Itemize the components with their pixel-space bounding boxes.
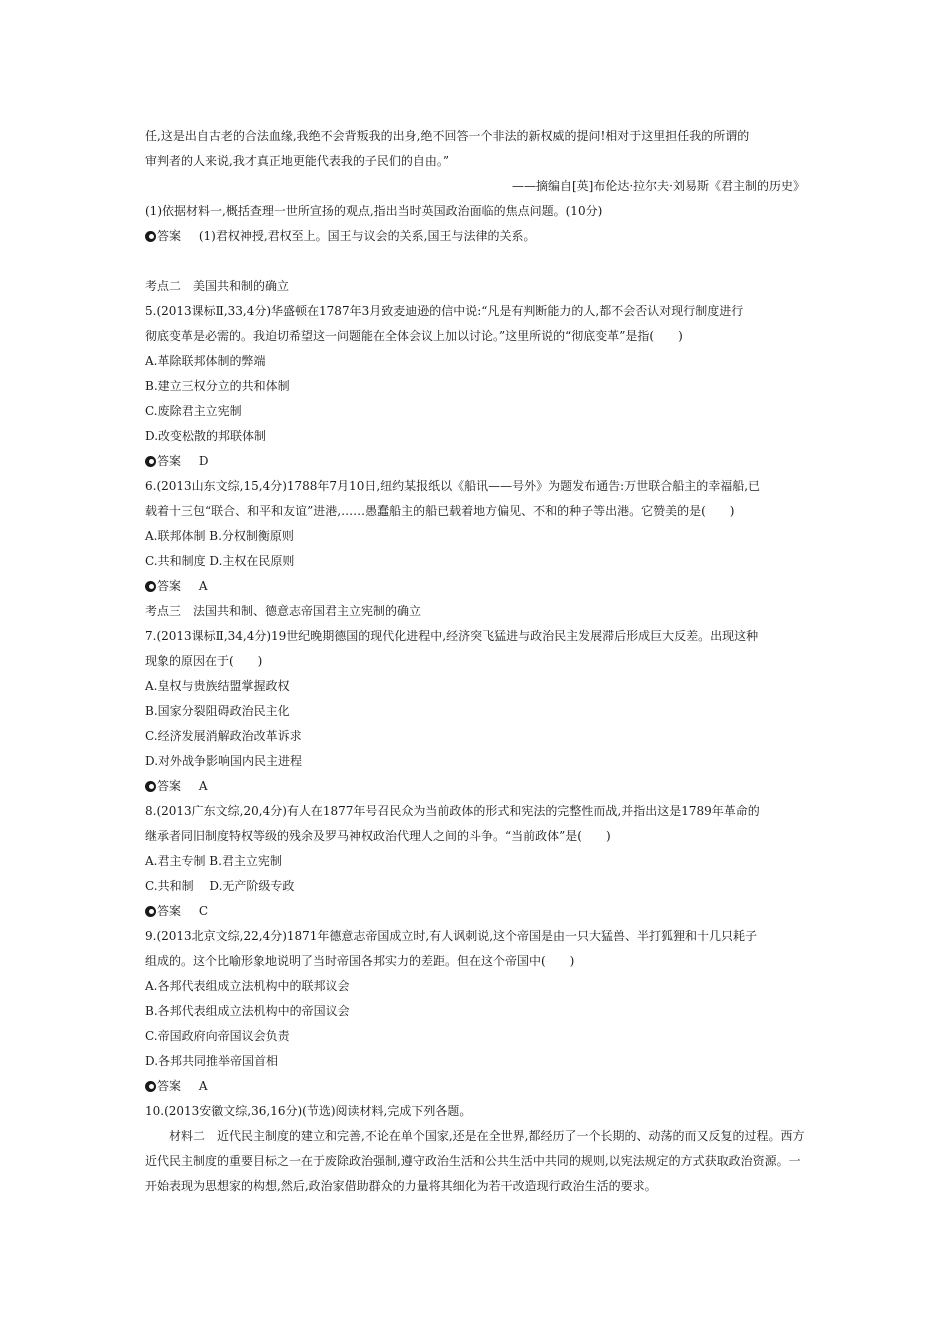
section-heading: 考点二 美国共和制的确立 [145, 279, 290, 293]
option: B.建立三权分立的共和体制 [145, 379, 290, 393]
answer-row [145, 224, 805, 249]
option: D.对外战争影响国内民主进程 [145, 754, 303, 768]
question-stem: 8.(2013广东文综,20,4分)有人在1877年号召民众为当前政体的形式和宪法的完整性而战,并指出这是1789年革命的 [145, 804, 760, 818]
answer-icon [145, 781, 156, 792]
answer-label: 答案 [157, 454, 182, 468]
answer-text: (1)君权神授,君权至上。国王与议会的关系,国王与法律的关系。 [198, 229, 536, 243]
answer-icon [145, 456, 156, 467]
answer-row [145, 1074, 805, 1099]
answer-label: 答案 [157, 779, 182, 793]
option: A.各邦代表组成立法机构中的联邦议会 [145, 979, 350, 993]
option: A.皇权与贵族结盟掌握政权 [145, 679, 290, 693]
answer-row [145, 449, 805, 474]
question-stem: 组成的。这个比喻形象地说明了当时帝国各邦实力的差距。但在这个帝国中( ) [145, 954, 575, 968]
answer-icon [145, 906, 156, 917]
option: A.君主专制 B.君主立宪制 [145, 854, 282, 868]
question-stem: 10.(2013安徽文综,36,16分)(节选)阅读材料,完成下列各题。 [145, 1104, 472, 1118]
question-stem: 彻底变革是必需的。我迫切希望这一问题能在全体会议上加以讨论。”这里所说的“彻底变革”是指( ) [145, 329, 683, 343]
option: B.国家分裂阻碍政治民主化 [145, 704, 290, 718]
document-page [145, 124, 805, 1199]
material-paragraph: 材料二 近代民主制度的建立和完善,不论在单个国家,还是在全世界,都经历了一个长期的、动荡的而又反复的过程。西方近代民主制度的重要目标之一在于废除政治强制,遵守政治生活和公共生活中共同的规则,以宪法规定的方式获取政治资源。一开始表现为思想家的构想,然后,政治家借助群众的力量将其细化为若干改造现行政治生活的要求。 [145, 1129, 805, 1193]
source-citation: ——摘编自[英]布伦达·拉尔夫·刘易斯《君主制的历史》 [512, 179, 805, 193]
option: C.经济发展消解政治改革诉求 [145, 729, 302, 743]
answer-row [145, 574, 805, 599]
option: C.共和制度 D.主权在民原则 [145, 554, 295, 568]
question-4-subquestion: (1)依据材料一,概括查理一世所宣扬的观点,指出当时英国政治面临的焦点问题。(10分) [145, 204, 603, 218]
intro-line: 任,这是出自古老的合法血缘,我绝不会背叛我的出身,绝不回答一个非法的新权威的提问!相对于这里担任我的所谓的 [145, 129, 750, 143]
answer-text: A [198, 1079, 208, 1093]
option: A.革除联邦体制的弊端 [145, 354, 266, 368]
option: C.帝国政府向帝国议会负责 [145, 1029, 290, 1043]
answer-icon [145, 1081, 156, 1092]
answer-row [145, 899, 805, 924]
option: D.改变松散的邦联体制 [145, 429, 267, 443]
question-stem: 继承者同旧制度特权等级的残余及罗马神权政治代理人之间的斗争。“当前政体”是( ) [145, 829, 611, 843]
answer-row [145, 774, 805, 799]
question-stem: 现象的原因在于( ) [145, 654, 263, 668]
answer-label: 答案 [157, 229, 182, 243]
question-stem: 9.(2013北京文综,22,4分)1871年德意志帝国成立时,有人讽刺说,这个帝国是由一只大猛兽、半打狐狸和十几只耗子 [145, 929, 758, 943]
answer-label: 答案 [157, 1079, 182, 1093]
answer-icon [145, 581, 156, 592]
answer-text: A [198, 579, 208, 593]
answer-text: A [198, 779, 208, 793]
option: A.联邦体制 B.分权制衡原则 [145, 529, 294, 543]
question-stem: 载着十三包“联合、和平和友谊”进港,……愚蠢船主的船已载着地方偏见、不和的种子等出港。它赞美的是( ) [145, 504, 735, 518]
option: C.共和制 D.无产阶级专政 [145, 879, 295, 893]
question-stem: 6.(2013山东文综,15,4分)1788年7月10日,纽约某报纸以《船讯——号外》为题发布通告:万世联合船主的幸福船,已 [145, 479, 761, 493]
answer-text: D [198, 454, 209, 468]
answer-label: 答案 [157, 579, 182, 593]
answer-text: C [198, 904, 209, 918]
intro-line: 审判者的人来说,我才真正地更能代表我的子民们的自由。” [145, 154, 449, 168]
section-heading: 考点三 法国共和制、德意志帝国君主立宪制的确立 [145, 604, 422, 618]
answer-label: 答案 [157, 904, 182, 918]
question-stem: 7.(2013课标Ⅱ,34,4分)19世纪晚期德国的现代化进程中,经济突飞猛进与政治民主发展滞后形成巨大反差。出现这种 [145, 629, 759, 643]
option: B.各邦代表组成立法机构中的帝国议会 [145, 1004, 350, 1018]
option: C.废除君主立宪制 [145, 404, 242, 418]
option: D.各邦共同推举帝国首相 [145, 1054, 279, 1068]
question-stem: 5.(2013课标Ⅱ,33,4分)华盛顿在1787年3月致麦迪逊的信中说:“凡是有判断能力的人,都不会否认对现行制度进行 [145, 304, 744, 318]
answer-icon [145, 231, 156, 242]
